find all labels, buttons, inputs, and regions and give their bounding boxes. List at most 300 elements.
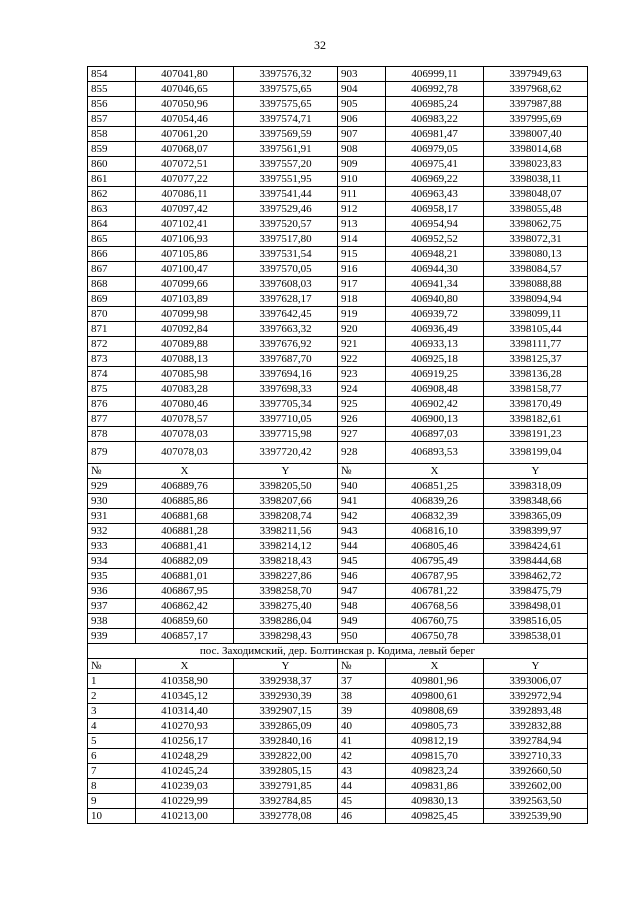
table-cell: 905 <box>338 97 386 112</box>
table-cell: 407078,03 <box>136 442 234 464</box>
column-header: X <box>136 464 234 479</box>
table-cell: 914 <box>338 232 386 247</box>
table-cell: 407077,22 <box>136 172 234 187</box>
table-row <box>88 794 588 809</box>
table-cell: 3398424,61 <box>484 539 588 554</box>
table-row <box>88 764 588 779</box>
table-row <box>88 247 588 262</box>
table-cell: 3398399,97 <box>484 524 588 539</box>
table-cell: 406981,47 <box>386 127 484 142</box>
table-row <box>88 442 588 464</box>
table-row <box>88 187 588 202</box>
table-cell: 877 <box>88 412 136 427</box>
table-cell: 3398218,43 <box>234 554 338 569</box>
table-cell: 3392907,15 <box>234 704 338 719</box>
table-cell: 861 <box>88 172 136 187</box>
table-cell: 856 <box>88 97 136 112</box>
table-cell: 3397710,05 <box>234 412 338 427</box>
table-cell: 3392930,39 <box>234 689 338 704</box>
table-cell: 879 <box>88 442 136 464</box>
table-cell: 407099,66 <box>136 277 234 292</box>
table-row <box>88 232 588 247</box>
table-cell: 863 <box>88 202 136 217</box>
table-cell: 410245,24 <box>136 764 234 779</box>
table-cell: 871 <box>88 322 136 337</box>
table-cell: 3392893,48 <box>484 704 588 719</box>
table-cell: 3398191,23 <box>484 427 588 442</box>
table-cell: 406897,03 <box>386 427 484 442</box>
table-cell: 407061,20 <box>136 127 234 142</box>
table-row <box>88 509 588 524</box>
table-cell: 937 <box>88 599 136 614</box>
table-cell: 406983,22 <box>386 112 484 127</box>
column-header: Y <box>234 659 338 674</box>
table-cell: 867 <box>88 262 136 277</box>
table-cell: 3397694,16 <box>234 367 338 382</box>
table-cell: 44 <box>338 779 386 794</box>
table-cell: 3397557,20 <box>234 157 338 172</box>
table-cell: 3392822,00 <box>234 749 338 764</box>
column-header: Y <box>484 659 588 674</box>
table-cell: 406867,95 <box>136 584 234 599</box>
table-row <box>88 779 588 794</box>
table-cell: 46 <box>338 809 386 824</box>
table-cell: 3398023,83 <box>484 157 588 172</box>
table-cell: 3398048,07 <box>484 187 588 202</box>
table-cell: 40 <box>338 719 386 734</box>
table-cell: 406882,09 <box>136 554 234 569</box>
table-cell: 409815,70 <box>386 749 484 764</box>
table-cell: 407050,96 <box>136 97 234 112</box>
table-cell: 407097,42 <box>136 202 234 217</box>
column-header: № <box>88 464 136 479</box>
table-cell: 875 <box>88 382 136 397</box>
table-cell: 3398365,09 <box>484 509 588 524</box>
table-cell: 858 <box>88 127 136 142</box>
table-cell: 406948,21 <box>386 247 484 262</box>
table-cell: 410239,03 <box>136 779 234 794</box>
table-cell: 409801,96 <box>386 674 484 689</box>
table-cell: 406969,22 <box>386 172 484 187</box>
table-cell: 3398214,12 <box>234 539 338 554</box>
table-cell: 3397529,46 <box>234 202 338 217</box>
table-row <box>88 382 588 397</box>
table-cell: 915 <box>338 247 386 262</box>
table-cell: 3398038,11 <box>484 172 588 187</box>
table-cell: 864 <box>88 217 136 232</box>
table-cell: 3397642,45 <box>234 307 338 322</box>
table-cell: 3397676,92 <box>234 337 338 352</box>
table-cell: 3398516,05 <box>484 614 588 629</box>
table-cell: 406992,78 <box>386 82 484 97</box>
table-cell: 3398105,44 <box>484 322 588 337</box>
table-cell: 910 <box>338 172 386 187</box>
table-cell: 919 <box>338 307 386 322</box>
table-row <box>88 292 588 307</box>
table-cell: 410345,12 <box>136 689 234 704</box>
table-cell: 3393006,07 <box>484 674 588 689</box>
table-cell: 3397541,44 <box>234 187 338 202</box>
table-cell: 406958,17 <box>386 202 484 217</box>
table-cell: 407078,03 <box>136 427 234 442</box>
table-cell: 921 <box>338 337 386 352</box>
table-row <box>88 82 588 97</box>
table-cell: 3392563,50 <box>484 794 588 809</box>
table-row <box>88 704 588 719</box>
table-cell: 406885,86 <box>136 494 234 509</box>
table-cell: 874 <box>88 367 136 382</box>
table-cell: 913 <box>338 217 386 232</box>
table-cell: 410358,90 <box>136 674 234 689</box>
table-cell: 3397570,05 <box>234 262 338 277</box>
section-caption-row <box>88 644 588 659</box>
table-cell: 942 <box>338 509 386 524</box>
table-cell: 39 <box>338 704 386 719</box>
table-row <box>88 142 588 157</box>
table-cell: 3397574,71 <box>234 112 338 127</box>
table-cell: 3398080,13 <box>484 247 588 262</box>
table-cell: 927 <box>338 427 386 442</box>
table-cell: 3397687,70 <box>234 352 338 367</box>
table-cell: 3397995,69 <box>484 112 588 127</box>
table-cell: 406963,43 <box>386 187 484 202</box>
table-cell: 406975,41 <box>386 157 484 172</box>
table-row <box>88 307 588 322</box>
table-cell: 3397520,57 <box>234 217 338 232</box>
table-cell: 3 <box>88 704 136 719</box>
table-cell: 406881,01 <box>136 569 234 584</box>
table-cell: 909 <box>338 157 386 172</box>
table-cell: 10 <box>88 809 136 824</box>
table-cell: 407089,88 <box>136 337 234 352</box>
table-cell: 409805,73 <box>386 719 484 734</box>
table-cell: 3397705,34 <box>234 397 338 412</box>
table-cell: 406902,42 <box>386 397 484 412</box>
table-cell: 7 <box>88 764 136 779</box>
table-cell: 3392972,94 <box>484 689 588 704</box>
table-row <box>88 494 588 509</box>
table-cell: 3392710,33 <box>484 749 588 764</box>
table-row <box>88 202 588 217</box>
table-row <box>88 584 588 599</box>
table-cell: 407103,89 <box>136 292 234 307</box>
table-cell: 950 <box>338 629 386 644</box>
section-caption: пос. Заходимский, дер. Болтинская р. Кодима, левый берег <box>88 644 588 659</box>
table-cell: 3397608,03 <box>234 277 338 292</box>
table-header-row <box>88 464 588 479</box>
table-row <box>88 412 588 427</box>
table-cell: 1 <box>88 674 136 689</box>
table-cell: 406795,49 <box>386 554 484 569</box>
table-cell: 41 <box>338 734 386 749</box>
table-cell: 406939,72 <box>386 307 484 322</box>
table-cell: 3398099,11 <box>484 307 588 322</box>
table-cell: 903 <box>338 67 386 82</box>
table-row <box>88 809 588 824</box>
table-cell: 407046,65 <box>136 82 234 97</box>
table-cell: 931 <box>88 509 136 524</box>
coordinates-table-body <box>88 67 588 824</box>
table-cell: 3398170,49 <box>484 397 588 412</box>
table-cell: 42 <box>338 749 386 764</box>
table-cell: 3397628,17 <box>234 292 338 307</box>
table-cell: 407080,46 <box>136 397 234 412</box>
table-cell: 3397720,42 <box>234 442 338 464</box>
table-row <box>88 127 588 142</box>
table-cell: 936 <box>88 584 136 599</box>
table-cell: 410248,29 <box>136 749 234 764</box>
table-cell: 406816,10 <box>386 524 484 539</box>
table-cell: 406862,42 <box>136 599 234 614</box>
table-cell: 407054,46 <box>136 112 234 127</box>
table-cell: 43 <box>338 764 386 779</box>
table-cell: 3392784,94 <box>484 734 588 749</box>
table-row <box>88 479 588 494</box>
table-cell: 409812,19 <box>386 734 484 749</box>
table-cell: 406936,49 <box>386 322 484 337</box>
table-cell: 3398205,50 <box>234 479 338 494</box>
table-cell: 939 <box>88 629 136 644</box>
table-cell: 406768,56 <box>386 599 484 614</box>
table-cell: 3397531,54 <box>234 247 338 262</box>
column-header: X <box>136 659 234 674</box>
table-cell: 8 <box>88 779 136 794</box>
table-cell: 3398158,77 <box>484 382 588 397</box>
table-cell: 855 <box>88 82 136 97</box>
table-cell: 3392938,37 <box>234 674 338 689</box>
table-cell: 907 <box>338 127 386 142</box>
table-cell: 407100,47 <box>136 262 234 277</box>
table-cell: 38 <box>338 689 386 704</box>
table-cell: 3397517,80 <box>234 232 338 247</box>
table-cell: 948 <box>338 599 386 614</box>
table-cell: 3397987,88 <box>484 97 588 112</box>
table-row <box>88 397 588 412</box>
table-row <box>88 749 588 764</box>
table-cell: 3397663,32 <box>234 322 338 337</box>
table-cell: 406781,22 <box>386 584 484 599</box>
table-cell: 906 <box>338 112 386 127</box>
table-cell: 945 <box>338 554 386 569</box>
table-row <box>88 367 588 382</box>
table-cell: 930 <box>88 494 136 509</box>
table-cell: 923 <box>338 367 386 382</box>
table-cell: 3397575,65 <box>234 82 338 97</box>
table-cell: 3398182,61 <box>484 412 588 427</box>
table-cell: 3398062,75 <box>484 217 588 232</box>
table-row <box>88 97 588 112</box>
table-cell: 407083,28 <box>136 382 234 397</box>
table-cell: 3398538,01 <box>484 629 588 644</box>
column-header: № <box>88 659 136 674</box>
coordinates-table <box>87 66 588 824</box>
table-cell: 406944,30 <box>386 262 484 277</box>
table-cell: 3398125,37 <box>484 352 588 367</box>
table-cell: 868 <box>88 277 136 292</box>
table-cell: 3398094,94 <box>484 292 588 307</box>
table-cell: 940 <box>338 479 386 494</box>
table-cell: 865 <box>88 232 136 247</box>
table-header-row <box>88 659 588 674</box>
table-cell: 946 <box>338 569 386 584</box>
table-cell: 932 <box>88 524 136 539</box>
table-cell: 406839,26 <box>386 494 484 509</box>
table-cell: 941 <box>338 494 386 509</box>
table-cell: 3397575,65 <box>234 97 338 112</box>
table-cell: 929 <box>88 479 136 494</box>
table-cell: 410256,17 <box>136 734 234 749</box>
table-cell: 3392778,08 <box>234 809 338 824</box>
table-cell: 406805,46 <box>386 539 484 554</box>
table-cell: 406889,76 <box>136 479 234 494</box>
table-cell: 3392805,15 <box>234 764 338 779</box>
table-row <box>88 262 588 277</box>
table-cell: 866 <box>88 247 136 262</box>
table-cell: 407088,13 <box>136 352 234 367</box>
table-cell: 920 <box>338 322 386 337</box>
table-row <box>88 734 588 749</box>
table-cell: 938 <box>88 614 136 629</box>
table-cell: 3398014,68 <box>484 142 588 157</box>
table-row <box>88 599 588 614</box>
table-cell: 406952,52 <box>386 232 484 247</box>
table-cell: 926 <box>338 412 386 427</box>
table-cell: 3398318,09 <box>484 479 588 494</box>
table-cell: 37 <box>338 674 386 689</box>
table-cell: 3392832,88 <box>484 719 588 734</box>
table-cell: 406851,25 <box>386 479 484 494</box>
column-header: X <box>386 659 484 674</box>
table-cell: 3397551,95 <box>234 172 338 187</box>
table-cell: 407085,98 <box>136 367 234 382</box>
table-row <box>88 322 588 337</box>
table-cell: 45 <box>338 794 386 809</box>
table-cell: 5 <box>88 734 136 749</box>
column-header: X <box>386 464 484 479</box>
table-row <box>88 569 588 584</box>
table-row <box>88 172 588 187</box>
table-cell: 904 <box>338 82 386 97</box>
table-cell: 407092,84 <box>136 322 234 337</box>
table-cell: 2 <box>88 689 136 704</box>
table-cell: 407102,41 <box>136 217 234 232</box>
table-cell: 410213,00 <box>136 809 234 824</box>
table-cell: 3398348,66 <box>484 494 588 509</box>
table-cell: 3398475,79 <box>484 584 588 599</box>
table-cell: 409823,24 <box>386 764 484 779</box>
table-cell: 870 <box>88 307 136 322</box>
table-row <box>88 524 588 539</box>
table-cell: 934 <box>88 554 136 569</box>
table-cell: 406787,95 <box>386 569 484 584</box>
column-header: Y <box>484 464 588 479</box>
table-cell: 409808,69 <box>386 704 484 719</box>
table-cell: 928 <box>338 442 386 464</box>
table-cell: 3398227,86 <box>234 569 338 584</box>
table-cell: 935 <box>88 569 136 584</box>
table-cell: 943 <box>338 524 386 539</box>
table-cell: 3398199,04 <box>484 442 588 464</box>
table-row <box>88 539 588 554</box>
table-cell: 407068,07 <box>136 142 234 157</box>
table-cell: 406933,13 <box>386 337 484 352</box>
table-row <box>88 629 588 644</box>
table-cell: 944 <box>338 539 386 554</box>
table-cell: 406750,78 <box>386 629 484 644</box>
table-cell: 925 <box>338 397 386 412</box>
table-cell: 409831,86 <box>386 779 484 794</box>
table-cell: 3398088,88 <box>484 277 588 292</box>
table-cell: 3398007,40 <box>484 127 588 142</box>
table-cell: 407078,57 <box>136 412 234 427</box>
table-cell: 3392602,00 <box>484 779 588 794</box>
table-cell: 924 <box>338 382 386 397</box>
table-cell: 3392660,50 <box>484 764 588 779</box>
table-cell: 406881,41 <box>136 539 234 554</box>
table-cell: 3397698,33 <box>234 382 338 397</box>
table-cell: 406940,80 <box>386 292 484 307</box>
table-cell: 3392840,16 <box>234 734 338 749</box>
table-row <box>88 337 588 352</box>
table-cell: 918 <box>338 292 386 307</box>
table-cell: 407105,86 <box>136 247 234 262</box>
table-cell: 3398207,66 <box>234 494 338 509</box>
table-cell: 406941,34 <box>386 277 484 292</box>
table-row <box>88 157 588 172</box>
table-cell: 3398072,31 <box>484 232 588 247</box>
table-row <box>88 352 588 367</box>
table-cell: 409825,45 <box>386 809 484 824</box>
table-cell: 406900,13 <box>386 412 484 427</box>
table-row <box>88 689 588 704</box>
table-cell: 410314,40 <box>136 704 234 719</box>
table-row <box>88 554 588 569</box>
table-cell: 3397569,59 <box>234 127 338 142</box>
table-cell: 3398286,04 <box>234 614 338 629</box>
table-cell: 3398208,74 <box>234 509 338 524</box>
table-cell: 912 <box>338 202 386 217</box>
table-cell: 3397715,98 <box>234 427 338 442</box>
table-cell: 854 <box>88 67 136 82</box>
table-cell: 407106,93 <box>136 232 234 247</box>
table-cell: 3398211,56 <box>234 524 338 539</box>
table-cell: 3398298,43 <box>234 629 338 644</box>
table-cell: 406881,28 <box>136 524 234 539</box>
table-cell: 3398444,68 <box>484 554 588 569</box>
table-cell: 409800,61 <box>386 689 484 704</box>
table-cell: 917 <box>338 277 386 292</box>
table-row <box>88 112 588 127</box>
table-cell: 872 <box>88 337 136 352</box>
table-cell: 3392791,85 <box>234 779 338 794</box>
table-cell: 3398084,57 <box>484 262 588 277</box>
table-cell: 406908,48 <box>386 382 484 397</box>
table-cell: 406999,11 <box>386 67 484 82</box>
table-row <box>88 614 588 629</box>
table-cell: 406985,24 <box>386 97 484 112</box>
table-row <box>88 427 588 442</box>
table-cell: 3397576,32 <box>234 67 338 82</box>
table-cell: 916 <box>338 262 386 277</box>
table-cell: 406919,25 <box>386 367 484 382</box>
table-cell: 3397561,91 <box>234 142 338 157</box>
table-cell: 857 <box>88 112 136 127</box>
table-cell: 407041,80 <box>136 67 234 82</box>
table-cell: 406893,53 <box>386 442 484 464</box>
table-cell: 406881,68 <box>136 509 234 524</box>
table-cell: 933 <box>88 539 136 554</box>
column-header: № <box>338 464 386 479</box>
